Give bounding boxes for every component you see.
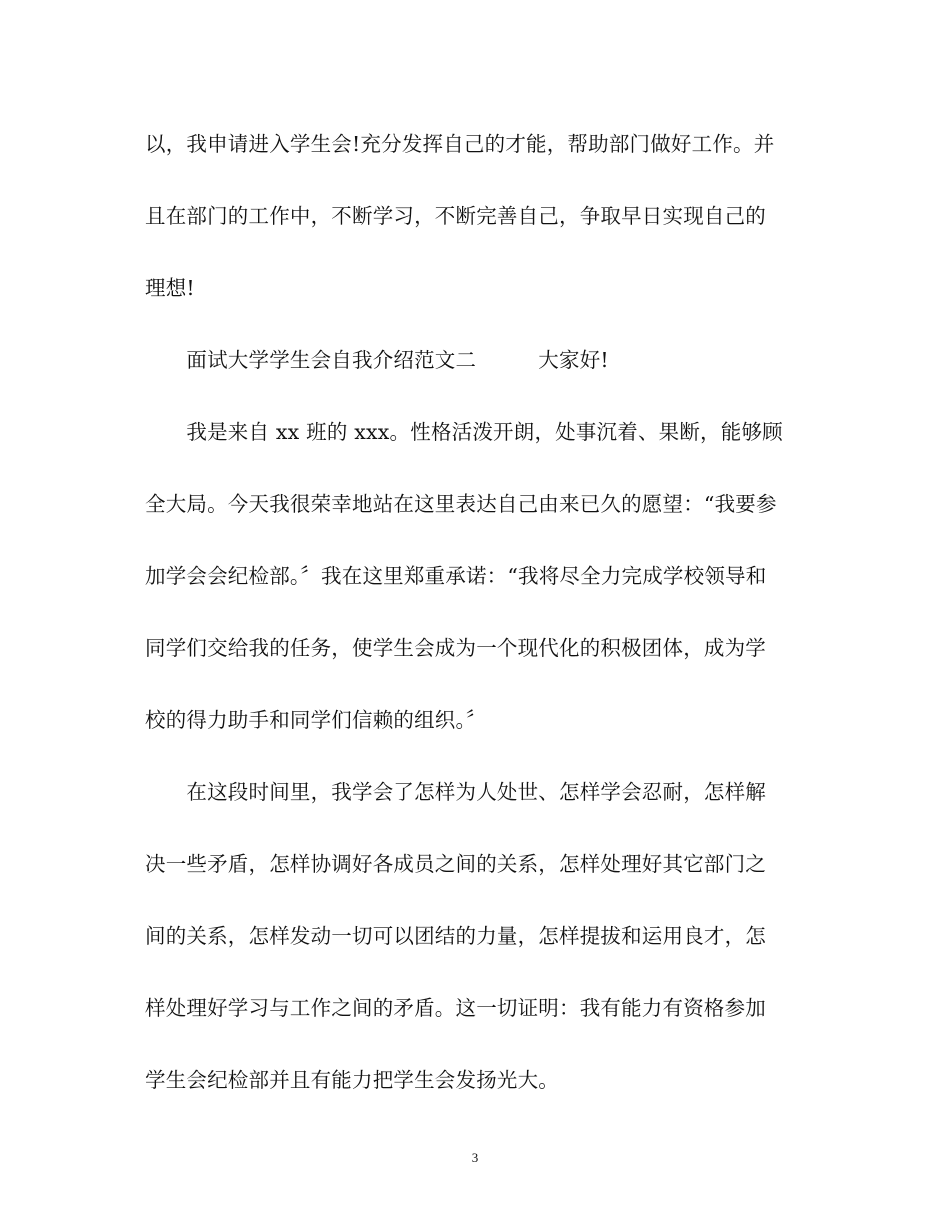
text-line: 以，我申请进入学生会!充分发挥自己的才能，帮助部门做好工作。并	[145, 132, 775, 156]
text-line: 样处理好学习与工作之间的矛盾。这一切证明：我有能力有资格参加	[145, 996, 766, 1020]
text-line: 我是来自 xx 班的 xxx。性格活泼开朗，处事沉着、果断，能够顾	[145, 420, 783, 444]
text-line: 理想!	[145, 276, 195, 300]
text-line: 同学们交给我的任务，使学生会成为一个现代化的积极团体，成为学	[145, 636, 766, 660]
page-number: 3	[471, 1150, 479, 1165]
section-heading-line: 面试大学学生会自我介绍范文二 大家好!	[145, 348, 609, 372]
text-line: 间的关系，怎样发动一切可以团结的力量，怎样提拔和运用良才，怎	[145, 924, 766, 948]
text-line: 决一些矛盾，怎样协调好各成员之间的关系，怎样处理好其它部门之	[145, 852, 766, 876]
text-line: 在这段时间里，我学会了怎样为人处世、怎样学会忍耐，怎样解	[145, 780, 766, 804]
text-line: 全大局。今天我很荣幸地站在这里表达自己由来已久的愿望：“我要参	[145, 492, 777, 516]
text-line: 校的得力助手和同学们信赖的组织。〞	[145, 708, 487, 732]
text-line: 学生会纪检部并且有能力把学生会发扬光大。	[145, 1068, 559, 1092]
text-line: 且在部门的工作中，不断学习，不断完善自己，争取早日实现自己的	[145, 204, 766, 228]
text-line: 加学会会纪检部。〞我在这里郑重承诺：“我将尽全力完成学校领导和	[145, 564, 767, 588]
